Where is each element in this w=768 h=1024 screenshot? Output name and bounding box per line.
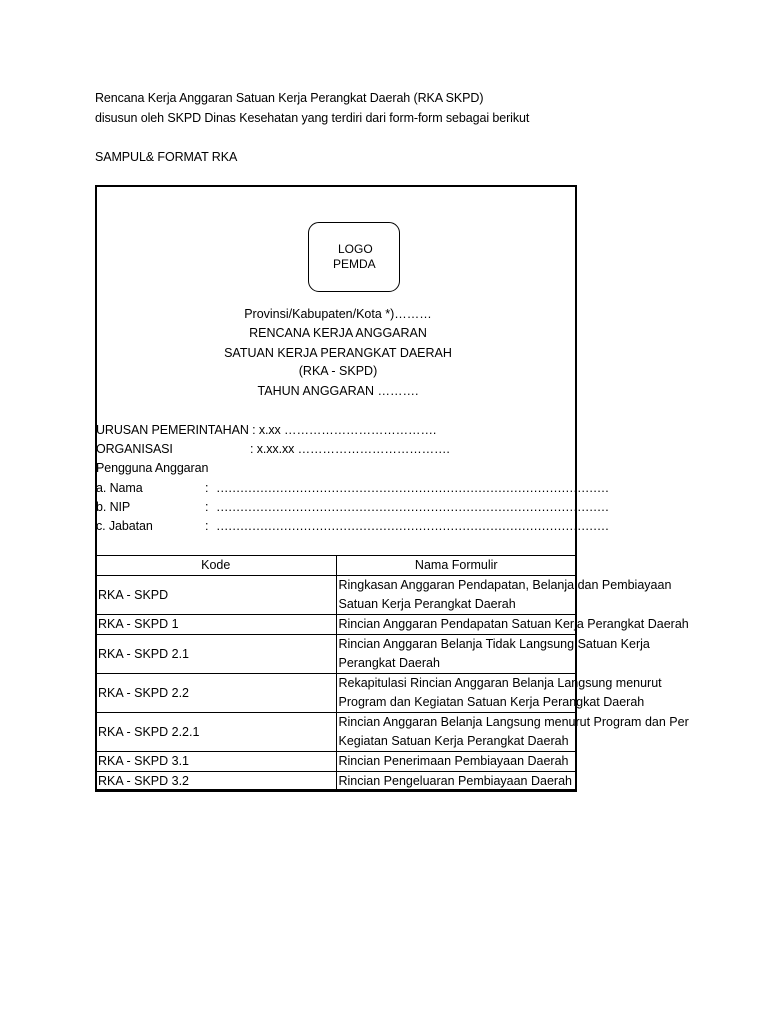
jabatan-value-dots: ………………………………………………………………………………………: [216, 519, 609, 533]
organisasi-value: : x.xx.xx ……………………………….: [250, 442, 450, 456]
row-nama-line-2: Satuan Kerja Perangkat Daerah: [338, 597, 516, 611]
section-heading: SAMPUL& FORMAT RKA: [95, 150, 238, 164]
intro-line-2: disusun oleh SKPD Dinas Kesehatan yang terdiri dari form-form sebagai berikut: [95, 111, 530, 125]
jabatan-colon: :: [205, 519, 209, 533]
cover-tahun-anggaran: TAHUN ANGGARAN ……….: [257, 384, 419, 398]
row-nama-formulir: Rincian Anggaran Pendapatan Satuan Kerja Perangkat Daerah: [336, 615, 577, 635]
row-nama-formulir: [336, 713, 689, 752]
table-row: [96, 772, 577, 792]
urusan-pemerintahan-field: URUSAN PEMERINTAHAN : x.xx ……………………………….: [96, 423, 437, 437]
nama-colon: :: [205, 481, 209, 495]
header-nama-formulir: Nama Formulir: [336, 556, 577, 576]
row-nama-line-2: Program dan Kegiatan Satuan Kerja Perangkat Daerah: [338, 695, 645, 709]
row-nama-line-2: Perangkat Daerah: [338, 656, 440, 670]
cover-title-2: SATUAN KERJA PERANGKAT DAERAH: [224, 346, 452, 360]
row-kode: RKA - SKPD 3.1: [96, 752, 337, 772]
jabatan-label: c. Jabatan: [96, 519, 153, 533]
row-nama-formulir: [336, 674, 662, 713]
row-nama-formulir: Rincian Penerimaan Pembiayaan Daerah: [336, 752, 577, 772]
logo-pemda-placeholder: [308, 222, 400, 292]
row-nama-formulir: Rincian Pengeluaran Pembiayaan Daerah: [336, 772, 577, 792]
logo-text-line-2: PEMDA: [333, 257, 376, 271]
cover-provinsi: Provinsi/Kabupaten/Kota *)………: [244, 307, 432, 321]
row-nama-line-2: Kegiatan Satuan Kerja Perangkat Daerah: [338, 734, 569, 748]
row-kode: RKA - SKPD 2.2: [96, 674, 337, 713]
row-nama-formulir: [336, 635, 650, 674]
organisasi-label: ORGANISASI: [96, 442, 173, 456]
table-header-row: [96, 556, 577, 576]
row-nama-line-1: Ringkasan Anggaran Pendapatan, Belanja dan Pembiayaan: [338, 578, 672, 592]
pengguna-anggaran-label: Pengguna Anggaran: [96, 461, 209, 475]
rka-cover-form: [95, 185, 689, 791]
row-kode: RKA - SKPD 1: [96, 615, 337, 635]
cover-title-3: (RKA - SKPD): [298, 364, 378, 378]
table-row: [96, 576, 577, 615]
table-row: [96, 752, 577, 772]
row-kode: RKA - SKPD 2.1: [96, 635, 337, 674]
row-kode: RKA - SKPD 2.2.1: [96, 713, 337, 752]
formulir-table: [95, 555, 689, 792]
table-row: [96, 713, 577, 752]
row-nama-line-1: Rekapitulasi Rincian Anggaran Belanja Langsung menurut: [338, 676, 662, 690]
intro-line-1: Rencana Kerja Anggaran Satuan Kerja Perangkat Daerah (RKA SKPD): [95, 91, 484, 105]
row-nama-line-1: Rincian Anggaran Belanja Langsung menurut Program dan Per: [338, 715, 689, 729]
header-kode: Kode: [96, 556, 337, 576]
row-nama-formulir: [336, 576, 672, 615]
row-nama-line-1: Rincian Anggaran Belanja Tidak Langsung Satuan Kerja: [338, 637, 650, 651]
logo-text-line-1: LOGO: [338, 242, 373, 256]
nama-value-dots: ………………………………………………………………………………………: [216, 481, 609, 495]
nip-value-dots: ………………………………………………………………………………………: [216, 500, 609, 514]
row-kode: RKA - SKPD: [96, 576, 337, 615]
nip-label: b. NIP: [96, 500, 131, 514]
table-row: [96, 674, 577, 713]
table-row: [96, 635, 577, 674]
cover-title-1: RENCANA KERJA ANGGARAN: [249, 326, 427, 340]
nip-colon: :: [205, 500, 209, 514]
row-kode: RKA - SKPD 3.2: [96, 772, 337, 792]
table-row: [96, 615, 577, 635]
nama-label: a. Nama: [96, 481, 143, 495]
